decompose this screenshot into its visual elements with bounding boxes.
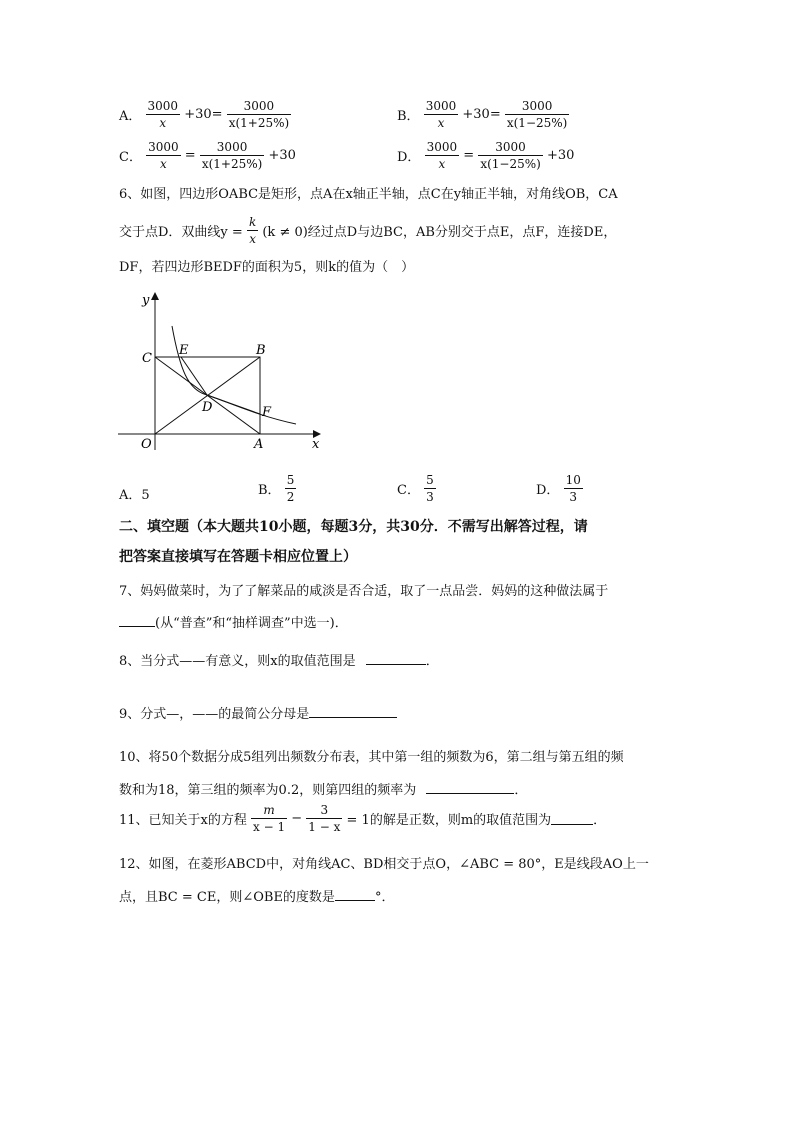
q5-option-d[interactable] <box>397 141 574 170</box>
numerator: 3 <box>306 804 342 819</box>
fraction <box>251 804 287 833</box>
option-label: B． <box>258 483 281 498</box>
q11-mid: = 1的解是正数，则m的取值范围为 <box>346 813 552 828</box>
operator: +30= <box>462 107 501 122</box>
q6-line-2-pre: 交于点D．双曲线y = <box>119 225 243 240</box>
q8-post: ． <box>425 654 439 669</box>
denominator: x <box>159 116 167 130</box>
numerator: 3000 <box>227 100 292 115</box>
option-label: C． <box>119 150 142 165</box>
label-y: y <box>142 293 150 308</box>
label-x: x <box>312 437 320 452</box>
answer-blank[interactable] <box>309 705 397 718</box>
numerator: 3000 <box>147 99 179 113</box>
q6-option-a[interactable]: A．5 <box>119 488 150 503</box>
q6-option-b[interactable] <box>258 474 296 503</box>
section-2-heading-line-1: 二、填空题（本大题共10小题，每题3分，共30分．不需写出解答过程，请 <box>119 519 588 535</box>
fraction <box>306 804 342 833</box>
answer-blank[interactable] <box>119 614 155 627</box>
fraction <box>285 474 297 503</box>
numerator: 3000 <box>200 141 265 156</box>
q10-line-2 <box>119 781 527 797</box>
q12-post: °． <box>374 890 395 905</box>
denominator: 3 <box>569 490 578 504</box>
fraction <box>146 141 181 170</box>
minus-sign: − <box>291 811 303 826</box>
numerator: 3000 <box>426 140 458 154</box>
denominator: x(1−25%) <box>480 157 541 171</box>
q12-line-2 <box>119 888 394 904</box>
q5-option-c[interactable] <box>119 141 296 170</box>
fraction <box>424 474 436 503</box>
q10-line-1: 10、将50个数据分成5组列出频数分布表，其中第一组的频数为6，第二组与第五组的频 <box>119 750 624 765</box>
denominator: x <box>437 116 445 130</box>
label-c: C <box>142 351 152 366</box>
q7-line-2-text: (从“普查”和“抽样调查”中选一)． <box>155 616 348 631</box>
denominator: x <box>159 157 167 171</box>
q6-line-1: 6、如图，四边形OABC是矩形，点A在x轴正半轴，点C在y轴正半轴，对角线OB，CA <box>119 187 618 202</box>
numerator: 3000 <box>505 100 570 115</box>
fraction <box>505 100 570 129</box>
denominator: 2 <box>286 490 295 504</box>
denominator: x(1+25%) <box>228 116 290 130</box>
operator: +30= <box>184 107 223 122</box>
answer-blank[interactable] <box>551 812 593 825</box>
label-d: D <box>202 400 213 415</box>
section-2-heading-line-2: 把答案直接填写在答题卡相应位置上） <box>119 549 357 565</box>
q11-line <box>119 804 606 833</box>
q7-line-1: 7、妈妈做菜时，为了了解菜品的咸淡是否合适，取了一点品尝．妈妈的这种做法属于 <box>119 584 609 599</box>
tail: +30 <box>546 148 575 163</box>
q8-text: 8、当分式——有意义，则x的取值范围是 <box>119 654 356 669</box>
fraction <box>247 216 258 245</box>
answer-blank[interactable] <box>426 781 514 794</box>
hyperbola-curve <box>172 326 296 424</box>
q10-post: ． <box>514 783 528 798</box>
q11-pre: 11、已知关于x的方程 <box>119 813 247 828</box>
fraction <box>478 141 543 170</box>
option-label: A． <box>119 109 142 124</box>
q9-line <box>119 705 397 721</box>
numerator: 3000 <box>425 99 457 113</box>
denominator: x − 1 <box>253 820 286 834</box>
label-a: A <box>254 437 264 452</box>
q12-line-2-text: 点，且BC = CE，则∠OBE的度数是 <box>119 890 335 905</box>
q6-line-3: DF，若四边形BEDF的面积为5，则k的值为（ ） <box>119 260 415 275</box>
denominator: x(1−25%) <box>506 116 568 130</box>
q6-line-2-post: (k ≠ 0)经过点D与边BC，AB分别交于点E，点F，连接DE， <box>262 225 617 240</box>
fraction <box>200 141 265 170</box>
option-label: B． <box>397 109 420 124</box>
denominator: 1 − x <box>308 820 341 834</box>
tail: +30 <box>268 148 296 163</box>
q10-line-2-text: 数和为18，第三组的频率为0.2，则第四组的频率为 <box>119 783 417 798</box>
option-label: D． <box>397 150 421 165</box>
denominator: x(1+25%) <box>201 157 263 171</box>
q11-post: ． <box>593 813 607 828</box>
numerator: m <box>251 804 287 819</box>
denominator: x <box>438 157 446 171</box>
q5-option-a[interactable] <box>119 100 291 129</box>
q7-line-2 <box>119 614 348 630</box>
numerator: k <box>248 215 257 229</box>
fraction <box>564 474 583 503</box>
label-e: E <box>179 343 189 358</box>
q9-text: 9、分式—，——的最简公分母是 <box>119 707 310 722</box>
denominator: 3 <box>426 490 434 504</box>
q6-option-d[interactable] <box>536 474 583 503</box>
operator: = <box>184 148 196 163</box>
numerator: 10 <box>565 473 581 487</box>
q8-line <box>119 652 439 668</box>
fraction <box>146 100 181 129</box>
option-label: D． <box>536 483 560 498</box>
fraction <box>227 100 292 129</box>
answer-blank[interactable] <box>335 888 375 901</box>
label-f: F <box>262 405 272 420</box>
option-label: C． <box>397 483 420 498</box>
numerator: 3000 <box>478 141 543 156</box>
numerator: 5 <box>426 473 434 487</box>
y-axis-arrow <box>151 292 159 300</box>
q12-line-1: 12、如图，在菱形ABCD中，对角线AC、BD相交于点O，∠ABC = 80°，E是线段AO上一 <box>119 857 649 872</box>
label-o: O <box>141 437 152 452</box>
fraction <box>425 141 460 170</box>
operator: = <box>463 148 475 163</box>
q6-option-c[interactable] <box>397 474 436 503</box>
numerator: 3000 <box>148 140 179 154</box>
label-b: B <box>256 343 266 358</box>
segment-de <box>181 357 207 395</box>
q6-figure <box>118 290 328 455</box>
fraction <box>424 100 459 129</box>
q5-option-b[interactable] <box>397 100 569 129</box>
denominator: x <box>249 232 256 246</box>
numerator: 5 <box>286 473 295 487</box>
q6-line-2 <box>119 216 616 245</box>
answer-blank[interactable] <box>366 652 426 665</box>
